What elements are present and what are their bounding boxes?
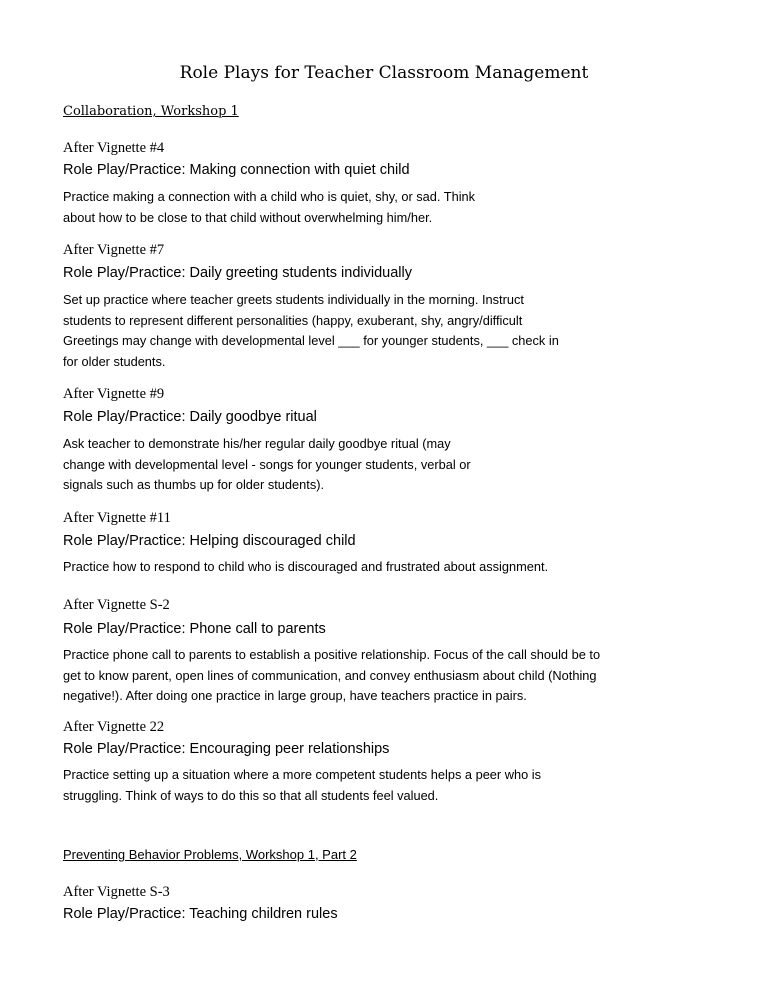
roleplay-description <box>63 187 663 228</box>
description-line: change with developmental level - songs for younger students, verbal or <box>63 456 471 472</box>
description-line: Practice how to respond to child who is discouraged and frustrated about assignment. <box>63 559 549 574</box>
vignette-label: After Vignette 22 <box>63 719 165 735</box>
roleplay-description <box>63 290 663 373</box>
description-line: Practice setting up a situation where a more competent students helps a peer who is <box>63 767 542 782</box>
description-line: Practice phone call to parents to establish a positive relationship. Focus of the call should be to <box>63 647 601 662</box>
roleplay-description <box>63 557 663 578</box>
description-line: Practice making a connection with a child who is quiet, shy, or sad. Think <box>63 189 476 204</box>
description-line: Ask teacher to demonstrate his/her regular daily goodbye ritual (may <box>63 436 451 451</box>
roleplay-description <box>63 645 663 707</box>
description-line: Set up practice where teacher greets students individually in the morning. Instruct <box>63 292 524 307</box>
roleplay-heading: Role Play/Practice: Making connection with quiet child <box>63 162 410 178</box>
section-heading-preventing-behavior: Preventing Behavior Problems, Workshop 1, Part 2 <box>63 847 357 862</box>
vignette-label: After Vignette #9 <box>63 386 165 402</box>
roleplay-heading: Role Play/Practice: Daily greeting students individually <box>63 265 412 281</box>
roleplay-description <box>63 434 663 496</box>
description-line: Greetings may change with developmental level ___ for younger students, ___ check in <box>63 333 559 349</box>
description-line: get to know parent, open lines of communication, and convey enthusiasm about child (Nothing <box>63 667 597 683</box>
description-line: about how to be close to that child without overwhelming him/her. <box>63 209 433 225</box>
vignette-label: After Vignette S-2 <box>63 597 170 613</box>
roleplay-heading: Role Play/Practice: Phone call to parents <box>63 621 326 637</box>
section-heading-collaboration: Collaboration, Workshop 1 <box>63 104 239 119</box>
vignette-label: After Vignette #4 <box>63 140 165 156</box>
vignette-label: After Vignette #11 <box>63 510 171 526</box>
description-line: signals such as thumbs up for older students). <box>63 477 325 493</box>
page-title: Role Plays for Teacher Classroom Management <box>179 63 589 83</box>
roleplay-description <box>63 765 663 806</box>
roleplay-heading: Role Play/Practice: Teaching children rules <box>63 906 338 922</box>
description-line: for older students. <box>63 354 166 370</box>
description-line: struggling. Think of ways to do this so that all students feel valued. <box>63 787 439 803</box>
description-line: negative!). After doing one practice in large group, have teachers practice in pairs. <box>63 688 527 704</box>
vignette-label: After Vignette #7 <box>63 242 165 258</box>
roleplay-heading: Role Play/Practice: Encouraging peer relationships <box>63 741 390 757</box>
roleplay-heading: Role Play/Practice: Daily goodbye ritual <box>63 409 317 425</box>
description-line: students to represent different personalities (happy, exuberant, shy, angry/difficult <box>63 312 523 328</box>
vignette-label: After Vignette S-3 <box>63 884 170 900</box>
roleplay-heading: Role Play/Practice: Helping discouraged child <box>63 533 356 549</box>
